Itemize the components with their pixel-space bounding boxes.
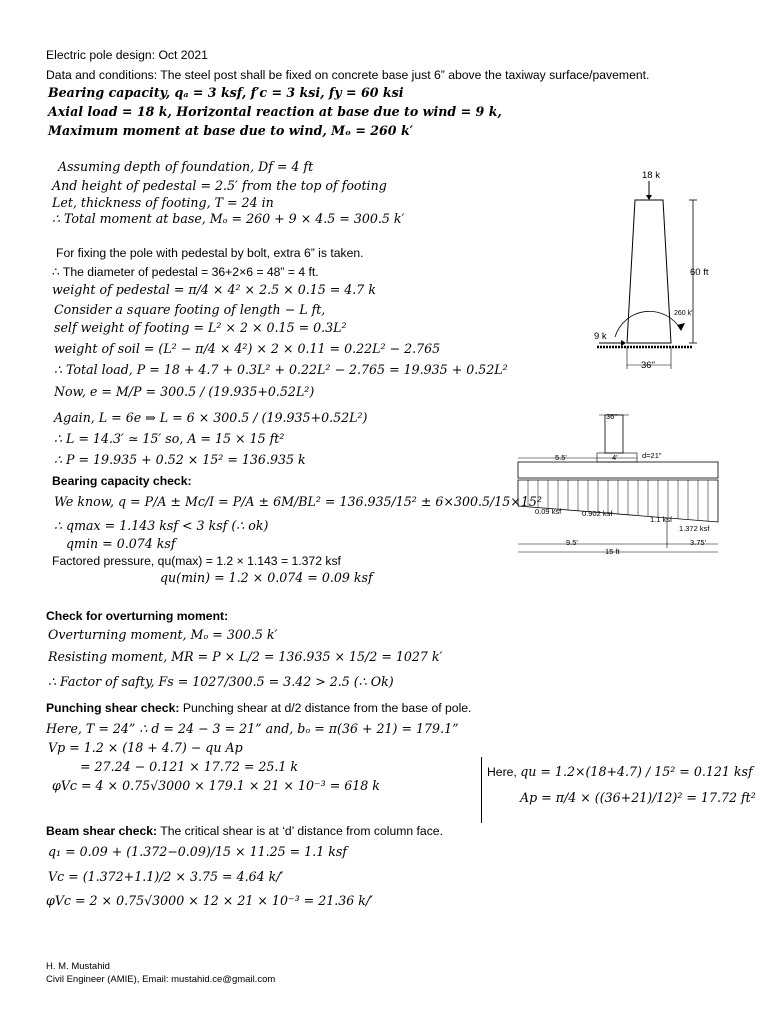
fig2-d3-label: 15 ft <box>605 547 620 556</box>
punching-shear-line <box>46 701 471 715</box>
fig2-depth-label: d=21" <box>642 451 662 460</box>
fig2-p3-label: 1.1 ksf <box>650 515 673 524</box>
fig2-p4-label: 1.372 ksf <box>679 524 710 533</box>
fig1-moment-label: 260 k' <box>674 310 693 317</box>
fig2-d2-label: 3.75' <box>690 538 707 547</box>
vp-line-2: = 27.24 − 0.121 × 17.72 = 25.1 k <box>80 759 299 774</box>
total-load-result: ∴ P = 19.935 + 0.52 × 15² = 136.935 k <box>54 452 306 467</box>
total-moment: ∴ Total moment at base, Mₒ = 260 + 9 × 4.5 = 300.5 k′ <box>52 211 405 226</box>
fig2-p1-label: 0.09 ksf <box>535 507 562 516</box>
beam-text: The critical shear is at ‘d’ distance from column face. <box>160 824 443 838</box>
side-qu-line <box>487 765 753 779</box>
fig2-mid-label: 4' <box>612 453 618 462</box>
phi-vc-punching: φVc = 4 × 0.75√3000 × 179.1 × 21 × 10⁻³ = 618 k <box>52 778 380 793</box>
fig1-width-label: 36" <box>641 360 655 371</box>
factor-of-safety: ∴ Factor of safty, Fs = 1027/300.5 = 3.42 > 2.5 (∴ Ok) <box>48 674 394 689</box>
bearing-formula: We know, q = P/A ± Mc/I = P/A ± 6M/BL² = 136.935/15² ± 6×300.5/15×15² <box>54 494 542 509</box>
qmax-result: ∴ qmax = 1.143 ksf < 3 ksf (∴ ok) <box>54 518 269 533</box>
punching-here: Here, T = 24” ∴ d = 24 − 3 = 21” and, bₒ = π(36 + 21) = 179.1” <box>46 721 459 736</box>
max-moment-line: Maximum moment at base due to wind, Mₒ = 260 k′ <box>48 123 414 138</box>
footer-name: H. M. Mustahid <box>46 961 110 972</box>
bearing-capacity-line: Bearing capacity, qₐ = 3 ksf, f′c = 3 ksi, fy = 60 ksi <box>48 85 404 100</box>
fig2-p2-label: 0.902 ksf <box>582 509 613 518</box>
side-ap-value: Ap = π/4 × ((36+21)/12)² = 17.72 ft² <box>520 790 756 805</box>
fig2-pedestal-label: 36" <box>606 412 618 421</box>
data-conditions: Data and conditions: The steel post shall be fixed on concrete base just 6” above the taxiway surface/pavement. <box>46 68 650 82</box>
q1-line: q₁ = 0.09 + (1.372−0.09)/15 × 11.25 = 1.1 ksf <box>48 844 347 859</box>
axial-load-line: Axial load = 18 k, Horizontal reaction at base due to wind = 9 k, <box>48 104 502 119</box>
square-footing: Consider a square footing of length − L ft, <box>54 302 326 317</box>
qmin-result: qmin = 0.074 ksf <box>66 536 176 551</box>
side-qu-value: qu = 1.2×(18+4.7) / 15² = 0.121 ksf <box>520 764 753 779</box>
length-equation: Again, L = 6e ⇒ L = 6 × 300.5 / (19.935+0.52L²) <box>54 410 368 425</box>
weight-of-soil: weight of soil = (L² − π/4 × 4²) × 2 × 0.11 = 0.22L² − 2.765 <box>54 341 441 356</box>
phi-vc-beam: φVc = 2 × 0.75√3000 × 12 × 21 × 10⁻³ = 21.36 k/′ <box>46 893 374 908</box>
vp-line-1: Vp = 1.2 × (18 + 4.7) − qu Ap <box>48 740 243 755</box>
page-title: Electric pole design: Oct 2021 <box>46 48 208 62</box>
total-load: ∴ Total load, P = 18 + 4.7 + 0.3L² + 0.22L² − 2.765 = 19.935 + 0.52L² <box>54 362 508 377</box>
weight-of-pedestal: weight of pedestal = π/4 × 4² × 2.5 × 0.15 = 4.7 k <box>52 282 376 297</box>
beam-shear-line <box>46 824 443 838</box>
pedestal-note-2: ∴ The diameter of pedestal = 36+2×6 = 48” = 4 ft. <box>52 265 319 279</box>
eccentricity: Now, e = M/P = 300.5 / (19.935+0.52L²) <box>54 384 315 399</box>
overturning-moment: Overturning moment, Mₒ = 300.5 k′ <box>48 627 278 642</box>
fig2-d1-label: 9.5' <box>566 538 578 547</box>
fig2-left-label: 5.5' <box>555 453 567 462</box>
bearing-check-heading: Bearing capacity check: <box>52 474 192 488</box>
pedestal-note-1: For fixing the pole with pedestal by bolt, extra 6” is taken. <box>56 246 364 260</box>
footer-contact: Civil Engineer (AMIE), Email: mustahid.ce@gmail.com <box>46 974 276 985</box>
fig1-load-label: 18 k <box>642 170 660 181</box>
pole-outline <box>627 200 671 343</box>
moment-arc <box>615 311 681 337</box>
beam-heading: Beam shear check: <box>46 824 158 838</box>
vc-line: Vc = (1.372+1.1)/2 × 3.75 = 4.64 k/′ <box>48 869 284 884</box>
factored-pressure-min: qu(min) = 1.2 × 0.074 = 0.09 ksf <box>160 570 373 585</box>
assumption-depth: Assuming depth of foundation, Df = 4 ft <box>58 159 314 174</box>
fig1-shear-label: 9 k <box>594 331 607 342</box>
axial-load-arrowhead <box>646 195 652 200</box>
footing-outline <box>518 462 718 478</box>
side-divider <box>481 757 482 823</box>
assumption-pedestal-height: And height of pedestal = 2.5′ from the top of footing <box>52 178 387 193</box>
moment-arrowhead <box>677 323 685 331</box>
fig1-height-label: 60 ft <box>690 267 709 278</box>
overturning-heading: Check for overturning moment: <box>46 609 229 623</box>
self-weight-footing: self weight of footing = L² × 2 × 0.15 = 0.3L² <box>54 320 347 335</box>
length-result: ∴ L = 14.3′ ≃ 15′ so, A = 15 × 15 ft² <box>54 431 285 446</box>
punching-heading: Punching shear check: <box>46 701 180 715</box>
side-qu-label: Here, <box>487 765 521 779</box>
assumption-thickness: Let, thickness of footing, T = 24 in <box>52 195 274 210</box>
resisting-moment: Resisting moment, MR = P × L/2 = 136.935 × 15/2 = 1027 k′ <box>48 649 443 664</box>
punching-text: Punching shear at d/2 distance from the base of pole. <box>182 701 472 715</box>
factored-pressure-max: Factored pressure, qu(max) = 1.2 × 1.143 = 1.372 ksf <box>52 554 341 568</box>
